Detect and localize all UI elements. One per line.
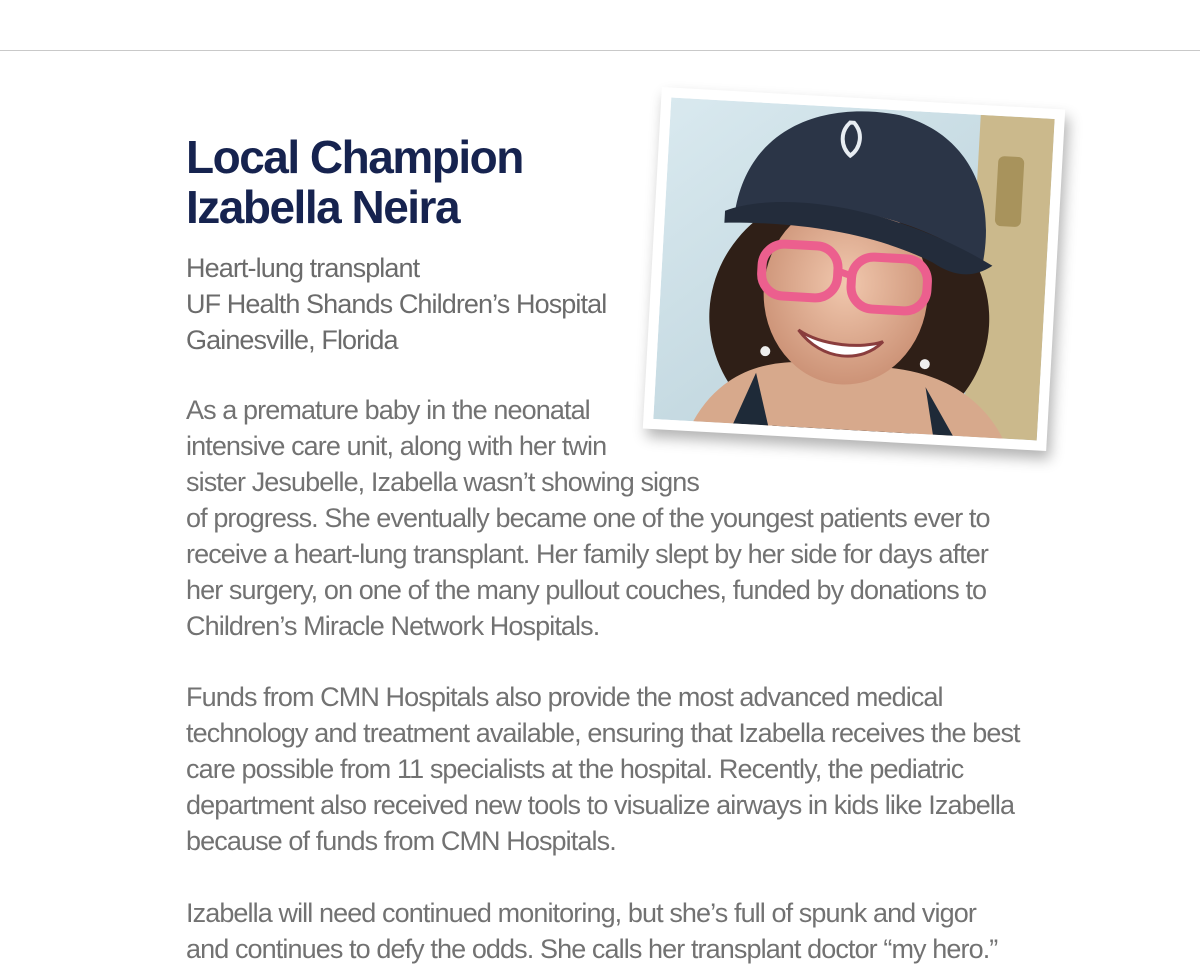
story-paragraph-3 — [186, 895, 1066, 967]
hospital-text: UF Health Shands Children’s Hospital — [186, 289, 607, 319]
paragraph-line: technology and treatment available, ensuring that Izabella receives the best — [186, 718, 1020, 748]
paragraph-line: care possible from 11 specialists at the hospital. Recently, the pediatric — [186, 754, 964, 784]
paragraph-line: intensive care unit, along with her twin — [186, 431, 607, 461]
paragraph-line: receive a heart-lung transplant. Her family slept by her side for days after — [186, 539, 989, 569]
title-line-2: Izabella Neira — [186, 181, 460, 233]
condition-text: Heart-lung transplant — [186, 253, 420, 283]
story-paragraph-1 — [186, 392, 1066, 644]
story-paragraph-2 — [186, 679, 1066, 859]
paragraph-line: Funds from CMN Hospitals also provide the most advanced medical — [186, 682, 943, 712]
top-divider — [0, 50, 1200, 51]
title-line-1: Local Champion — [186, 131, 523, 183]
paragraph-line: Izabella will need continued monitoring, but she’s full of spunk and vigor — [186, 898, 976, 928]
paragraph-line: As a premature baby in the neonatal — [186, 395, 590, 425]
paragraph-line: department also received new tools to visualize airways in kids like Izabella — [186, 790, 1015, 820]
location-text: Gainesville, Florida — [186, 325, 398, 355]
paragraph-line: sister Jesubelle, Izabella wasn’t showing signs — [186, 467, 699, 497]
paragraph-line: because of funds from CMN Hospitals. — [186, 826, 616, 856]
paragraph-line: and continues to defy the odds. She calls her transplant doctor “my hero.” — [186, 934, 998, 964]
portrait-image — [653, 98, 1054, 441]
paragraph-line: of progress. She eventually became one of the youngest patients ever to — [186, 503, 990, 533]
page-title — [186, 132, 523, 232]
paragraph-line: her surgery, on one of the many pullout couches, funded by donations to — [186, 575, 987, 605]
paragraph-line: Children’s Miracle Network Hospitals. — [186, 611, 600, 641]
champion-details — [186, 250, 606, 358]
